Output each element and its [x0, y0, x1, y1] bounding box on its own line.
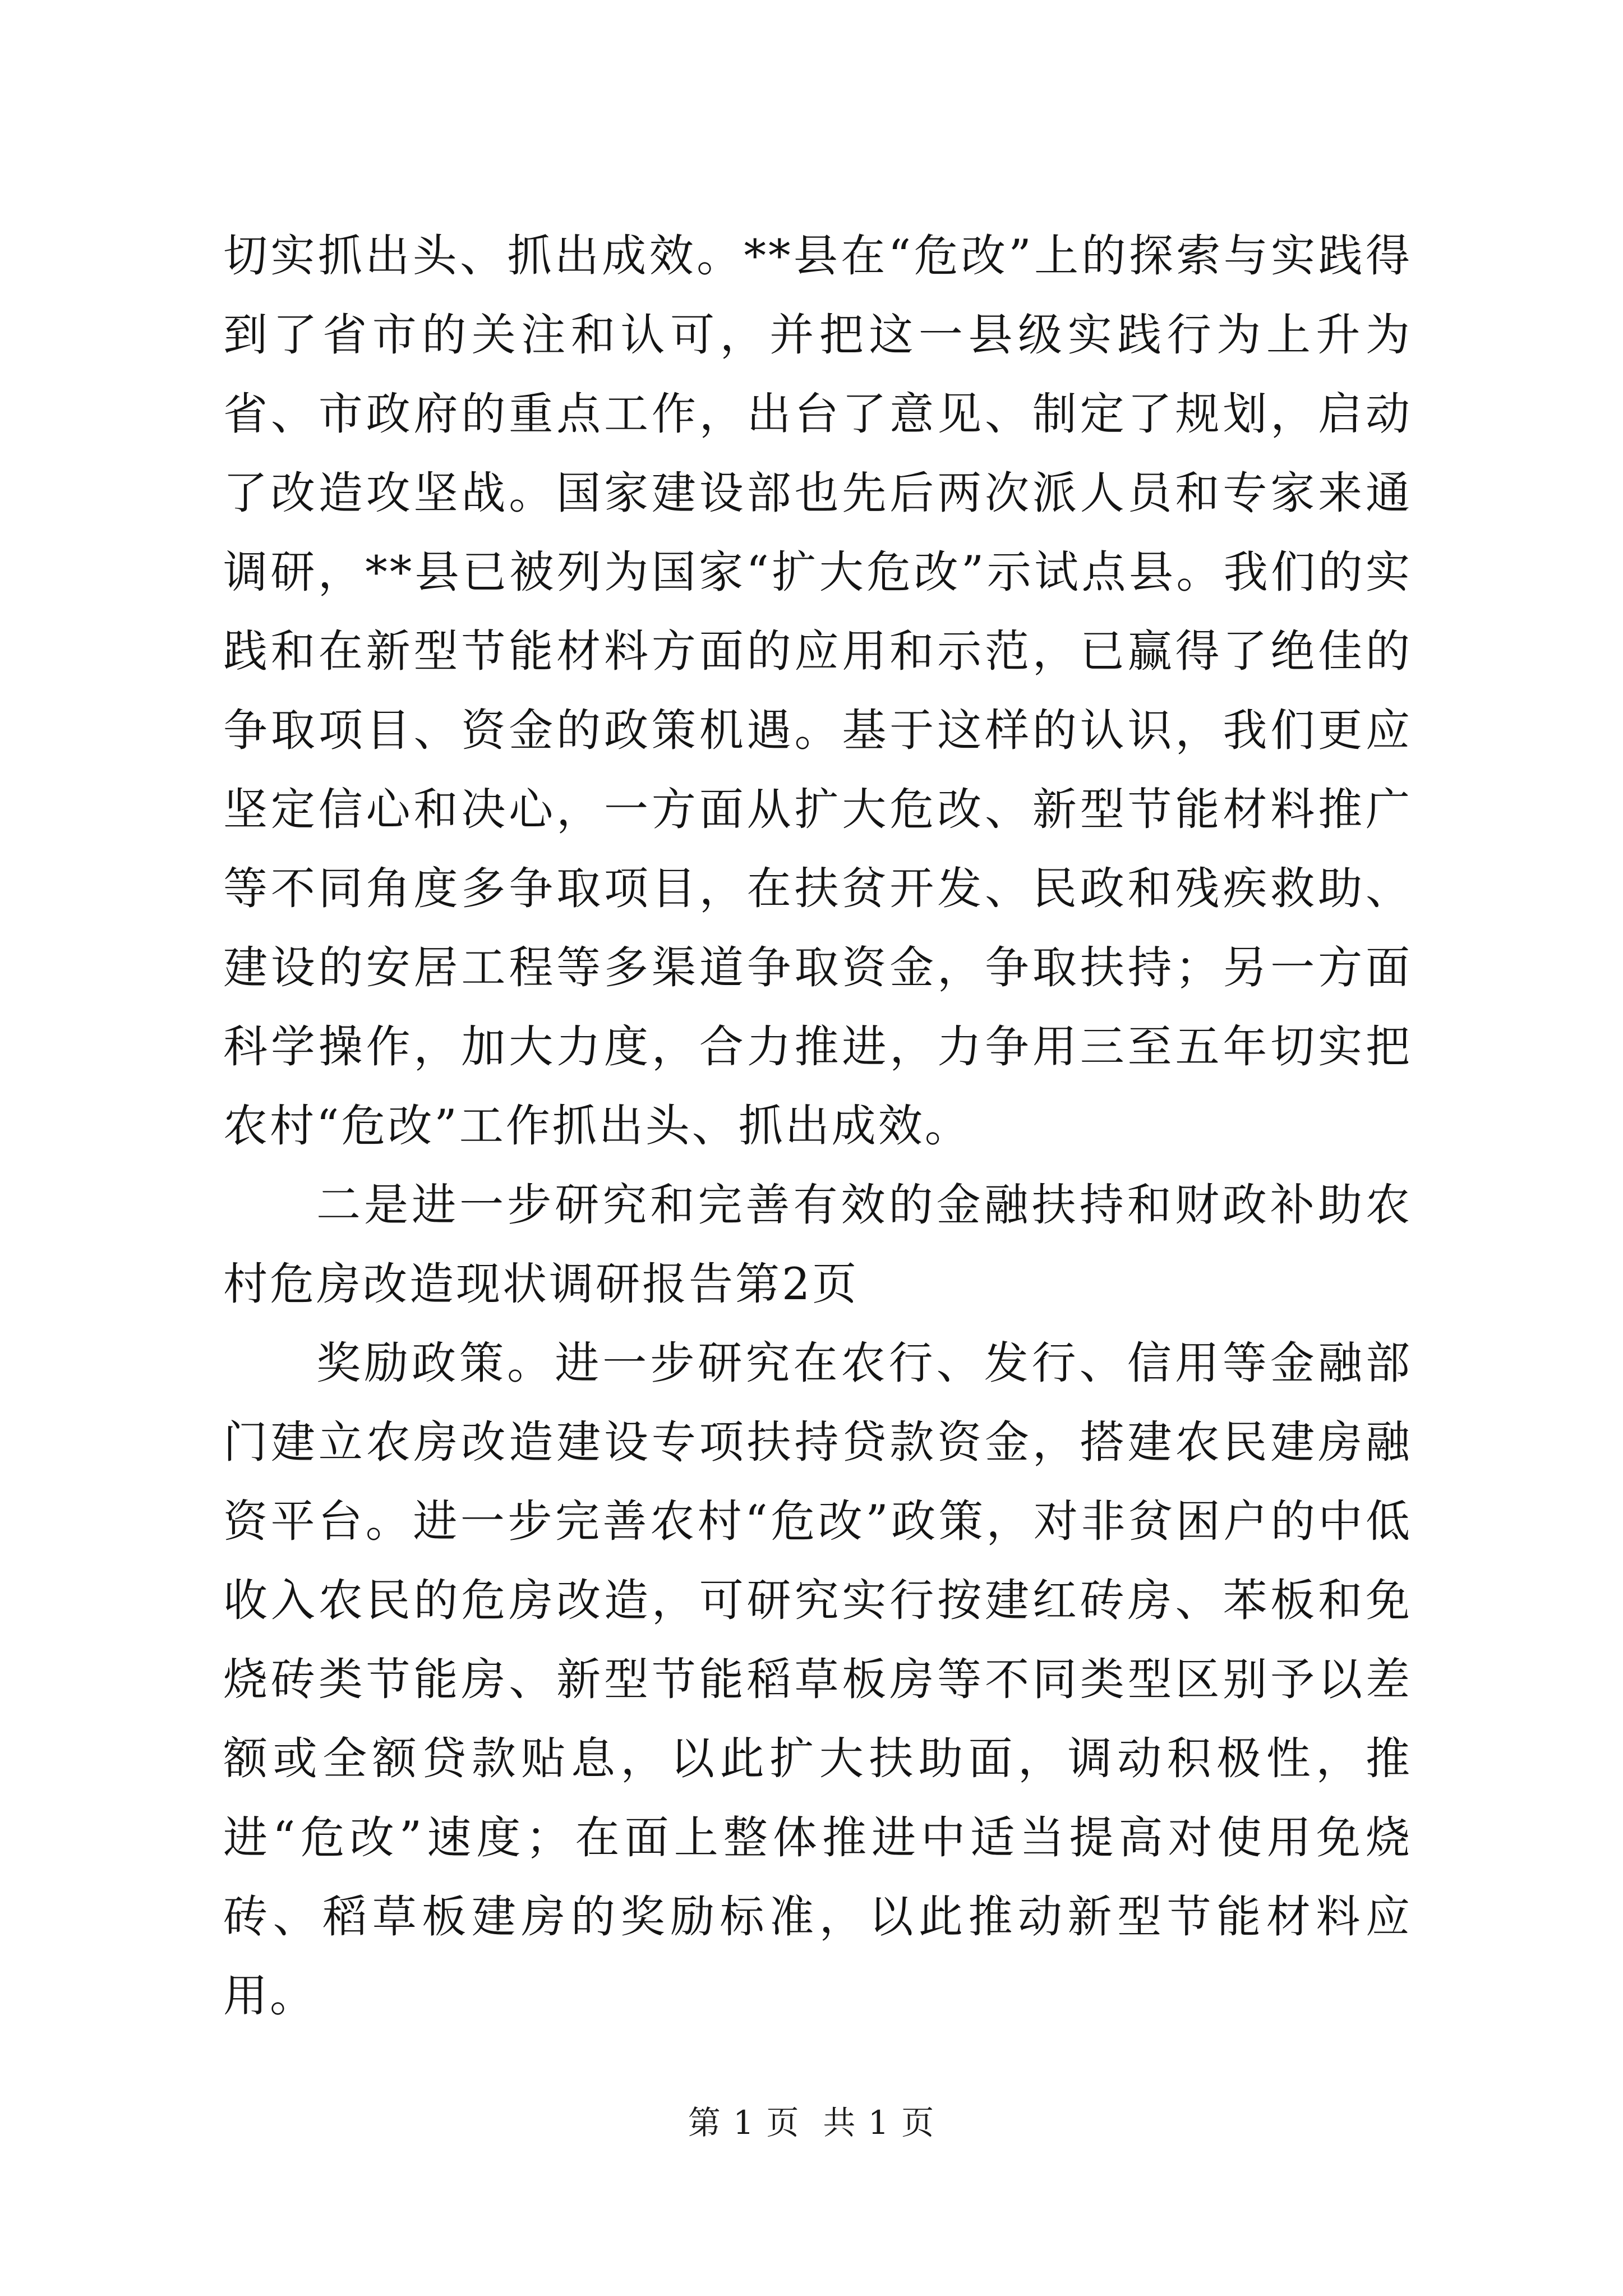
paragraph-continuation: 切实抓出头、抓出成效。**县在“危改”上的探索与实践得到了省市的关注和认可，并把这一县级实践行为上升为省、市政府的重点工作，出台了意见、制定了规划，启动了改造攻坚战。国家建设部也先后两次派人员和专家来通调研，**县已被列为国家“扩大危改”示试点县。我们的实践和在新型节能材料方面的应用和示范，已赢得了绝佳的争取项目、资金的政策机遇。基于这样的认识，我们更应坚定信心和决心，一方面从扩大危改、新型节能材料推广等不同角度多争取项目，在扶贫开发、民政和残疾救助、建设的安居工程等多渠道争取资金，争取扶持；另一方面科学操作，加大力度，合力推进，力争用三至五年切实把农村“危改”工作抓出头、抓出成效。 — [223, 230, 1412, 1152]
paragraph-reward-policy: 奖励政策。进一步研究在农行、发行、信用等金融部门建立农房改造建设专项扶持贷款资金，搭建农民建房融资平台。进一步完善农村“危改”政策，对非贫困户的中低收入农民的危房改造，可研究实行按建红砖房、苯板和免烧砖类节能房、新型节能稻草板房等不同类型区别予以差额或全额贷款贴息，以此扩大扶助面，调动积极性，推进“危改”速度；在面上整体推进中适当提高对使用免烧砖、稻草板建房的奖励标准，以此推动新型节能材料应用。 — [223, 1337, 1412, 2022]
page-footer: 第 1 页 共 1 页 — [688, 2104, 935, 2142]
paragraph-financial-support-heading: 二是进一步研究和完善有效的金融扶持和财政补助农村危房改造现状调研报告第2页 — [223, 1179, 1412, 1310]
document-body — [223, 217, 1412, 2036]
